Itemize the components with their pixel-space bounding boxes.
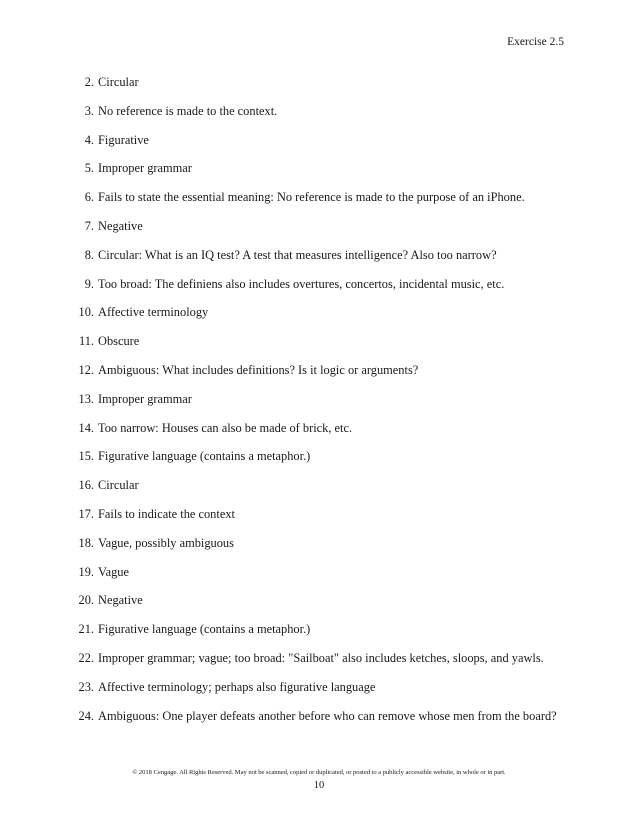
list-item	[74, 132, 578, 161]
page-number: 10	[313, 780, 325, 791]
list-item	[74, 304, 578, 333]
item-text: Ambiguous: One player defeats another before who can remove whose men from the board?	[98, 708, 557, 723]
item-number: 16 .	[74, 477, 94, 493]
list-item	[74, 477, 578, 506]
list-item	[74, 564, 578, 593]
list-item	[74, 592, 578, 621]
list-item	[74, 160, 578, 189]
item-text: Obscure	[98, 334, 140, 349]
item-number: 2 .	[74, 74, 94, 90]
item-text: Too narrow: Houses can also be made of brick, etc.	[98, 420, 353, 435]
list-item	[74, 535, 578, 564]
list-item	[74, 391, 578, 420]
item-number: 9 .	[74, 276, 94, 292]
list-item	[74, 74, 578, 103]
item-text: Fails to state the essential meaning: No reference is made to the purpose of an iPhone.	[98, 190, 525, 205]
item-number: 15 .	[74, 448, 94, 464]
item-number: 7 .	[74, 218, 94, 234]
item-text: Figurative language (contains a metaphor.)	[98, 449, 311, 464]
item-number: 20 .	[74, 592, 94, 608]
item-text: Negative	[98, 218, 143, 233]
item-text: Circular	[98, 75, 139, 89]
copyright-notice: © 2018 Cengage. All Rights Reserved. May not be scanned, copied or duplicated, or posted to a publicly accessible website, in whole or in part.	[132, 769, 506, 776]
item-number: 14 .	[74, 420, 94, 436]
item-text: Improper grammar	[98, 391, 192, 406]
list-item	[74, 708, 578, 737]
exercise-header: Exercise 2.5	[507, 36, 564, 48]
item-text: No reference is made to the context.	[98, 103, 278, 118]
item-number: 19 .	[74, 564, 94, 580]
list-item	[74, 189, 578, 218]
list-item	[74, 362, 578, 391]
item-number: 23 .	[74, 679, 94, 695]
item-number: 5 .	[74, 160, 94, 176]
item-number: 12 .	[74, 362, 94, 378]
item-text: Improper grammar; vague; too broad: "Sailboat" also includes ketches, sloops, and yawls.	[98, 650, 544, 665]
item-text: Improper grammar	[98, 161, 192, 176]
item-number: 18 .	[74, 535, 94, 551]
item-text: Vague, possibly ambiguous	[98, 535, 234, 550]
item-text: Figurative language (contains a metaphor.)	[98, 622, 311, 637]
list-item	[74, 650, 578, 679]
item-number: 24 .	[74, 708, 94, 724]
item-number: 6 .	[74, 189, 94, 205]
list-item	[74, 247, 578, 276]
item-text: Ambiguous: What includes definitions? Is it logic or arguments?	[98, 362, 419, 377]
item-number: 3 .	[74, 103, 94, 119]
item-text: Fails to indicate the context	[98, 506, 235, 521]
item-text: Figurative	[98, 132, 149, 147]
item-text: Negative	[98, 593, 143, 608]
item-number: 10 .	[74, 304, 94, 320]
item-text: Vague	[98, 564, 129, 579]
list-item	[74, 333, 578, 362]
item-text: Circular	[98, 478, 139, 493]
list-item	[74, 276, 578, 305]
item-number: 21 .	[74, 621, 94, 637]
item-text: Affective terminology; perhaps also figurative language	[98, 679, 376, 694]
answer-list	[74, 74, 578, 736]
item-number: 8 .	[74, 247, 94, 263]
item-number: 17 .	[74, 506, 94, 522]
list-item	[74, 218, 578, 247]
item-number: 22 .	[74, 650, 94, 666]
list-item	[74, 448, 578, 477]
list-item	[74, 679, 578, 708]
list-item	[74, 621, 578, 650]
list-item	[74, 420, 578, 449]
list-item	[74, 103, 578, 132]
item-number: 11 .	[74, 333, 94, 349]
item-number: 4 .	[74, 132, 94, 148]
item-number: 13 .	[74, 391, 94, 407]
item-text: Circular: What is an IQ test? A test that measures intelligence? Also too narrow?	[98, 247, 497, 262]
item-text: Affective terminology	[98, 305, 209, 320]
list-item	[74, 506, 578, 535]
item-text: Too broad: The definiens also includes overtures, concertos, incidental music, etc.	[98, 276, 505, 291]
